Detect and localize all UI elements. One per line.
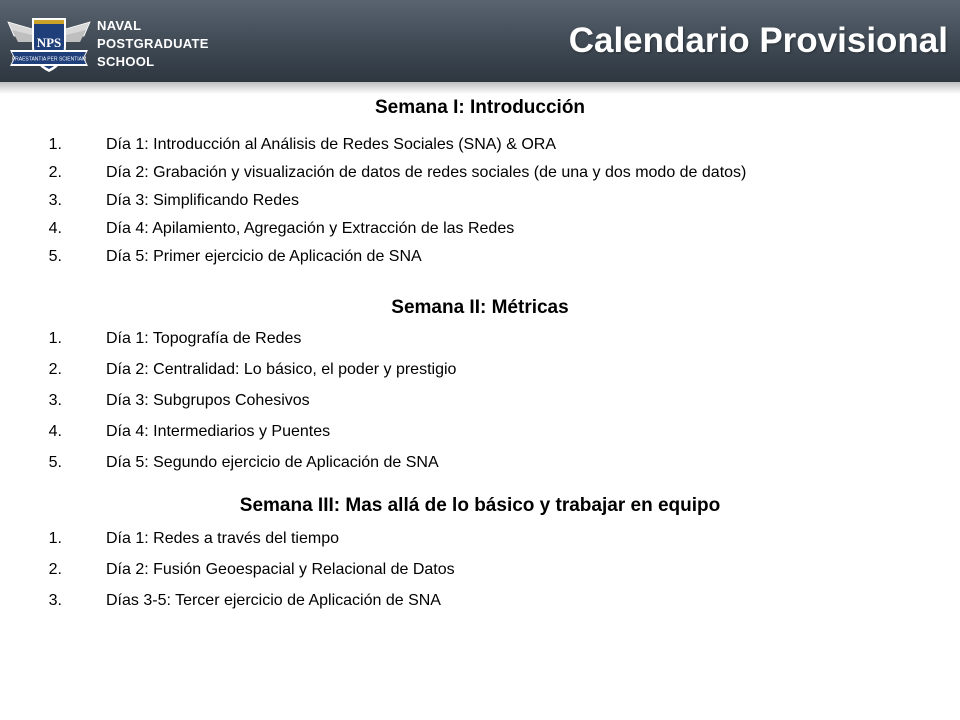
list-item: [0, 190, 960, 212]
item-list: [0, 134, 960, 268]
item-number: 2.: [48, 561, 62, 578]
item-number: 1.: [48, 330, 62, 347]
header-shadow: [0, 82, 960, 94]
item-number: 1.: [48, 530, 62, 547]
logo-motto-text: PRAESTANTIA PER SCIENTIAM: [11, 56, 87, 63]
item-number: 2.: [48, 361, 62, 378]
list-item: [0, 359, 960, 381]
item-list: [0, 328, 960, 474]
list-item: [0, 134, 960, 156]
item-number: 1.: [48, 136, 62, 153]
slide-content: [0, 96, 960, 612]
school-name-line-3: SCHOOL: [97, 54, 155, 69]
list-item: [0, 390, 960, 412]
list-item: [0, 162, 960, 184]
list-item: [0, 246, 960, 268]
item-text: Día 4: Apilamiento, Agregación y Extracción de las Redes: [106, 220, 515, 237]
item-text: Día 1: Redes a través del tiempo: [106, 530, 340, 547]
item-text: Día 4: Intermediarios y Puentes: [106, 423, 331, 440]
item-text: Día 2: Grabación y visualización de datos de redes sociales (de una y dos modo de datos): [106, 164, 747, 181]
item-text: Día 5: Segundo ejercicio de Aplicación de SNA: [106, 454, 439, 471]
item-text: Día 2: Centralidad: Lo básico, el poder y prestigio: [106, 361, 457, 378]
logo-badge-text: NPS: [36, 35, 62, 50]
item-text: Día 1: Topografía de Redes: [106, 330, 302, 347]
header-bar: [0, 0, 960, 82]
list-item: [0, 218, 960, 240]
item-text: Día 5: Primer ejercicio de Aplicación de SNA: [106, 248, 422, 265]
item-text: Día 1: Introducción al Análisis de Redes Sociales (SNA) & ORA: [106, 136, 556, 153]
item-number: 3.: [48, 192, 62, 209]
item-text: Día 3: Simplificando Redes: [106, 192, 299, 209]
list-item: [0, 452, 960, 474]
item-text: Día 3: Subgrupos Cohesivos: [106, 392, 310, 409]
section-week-1: [0, 96, 960, 268]
item-number: 2.: [48, 164, 62, 181]
section-week-2: [0, 296, 960, 474]
list-item: [0, 590, 960, 612]
slide-title: Calendario Provisional: [568, 21, 948, 60]
list-item: [0, 328, 960, 350]
nps-shield-logo: [6, 8, 92, 76]
list-item: [0, 528, 960, 550]
list-item: [0, 559, 960, 581]
list-item: [0, 421, 960, 443]
section-week-3: [0, 494, 960, 612]
section-heading: Semana II: Métricas: [391, 297, 569, 318]
item-number: 5.: [48, 248, 62, 265]
school-name: [97, 17, 209, 71]
item-text: Día 2: Fusión Geoespacial y Relacional de Datos: [106, 561, 455, 578]
school-name-line-2: POSTGRADUATE: [97, 36, 209, 51]
item-number: 3.: [48, 592, 62, 609]
school-name-line-1: NAVAL: [97, 18, 142, 33]
item-list: [0, 528, 960, 612]
item-number: 5.: [48, 454, 62, 471]
item-number: 4.: [48, 220, 62, 237]
section-heading: Semana III: Mas allá de lo básico y trabajar en equipo: [239, 495, 721, 516]
item-number: 3.: [48, 392, 62, 409]
section-heading: Semana I: Introducción: [374, 97, 586, 118]
item-number: 4.: [48, 423, 62, 440]
item-text: Días 3-5: Tercer ejercicio de Aplicación de SNA: [106, 592, 441, 609]
